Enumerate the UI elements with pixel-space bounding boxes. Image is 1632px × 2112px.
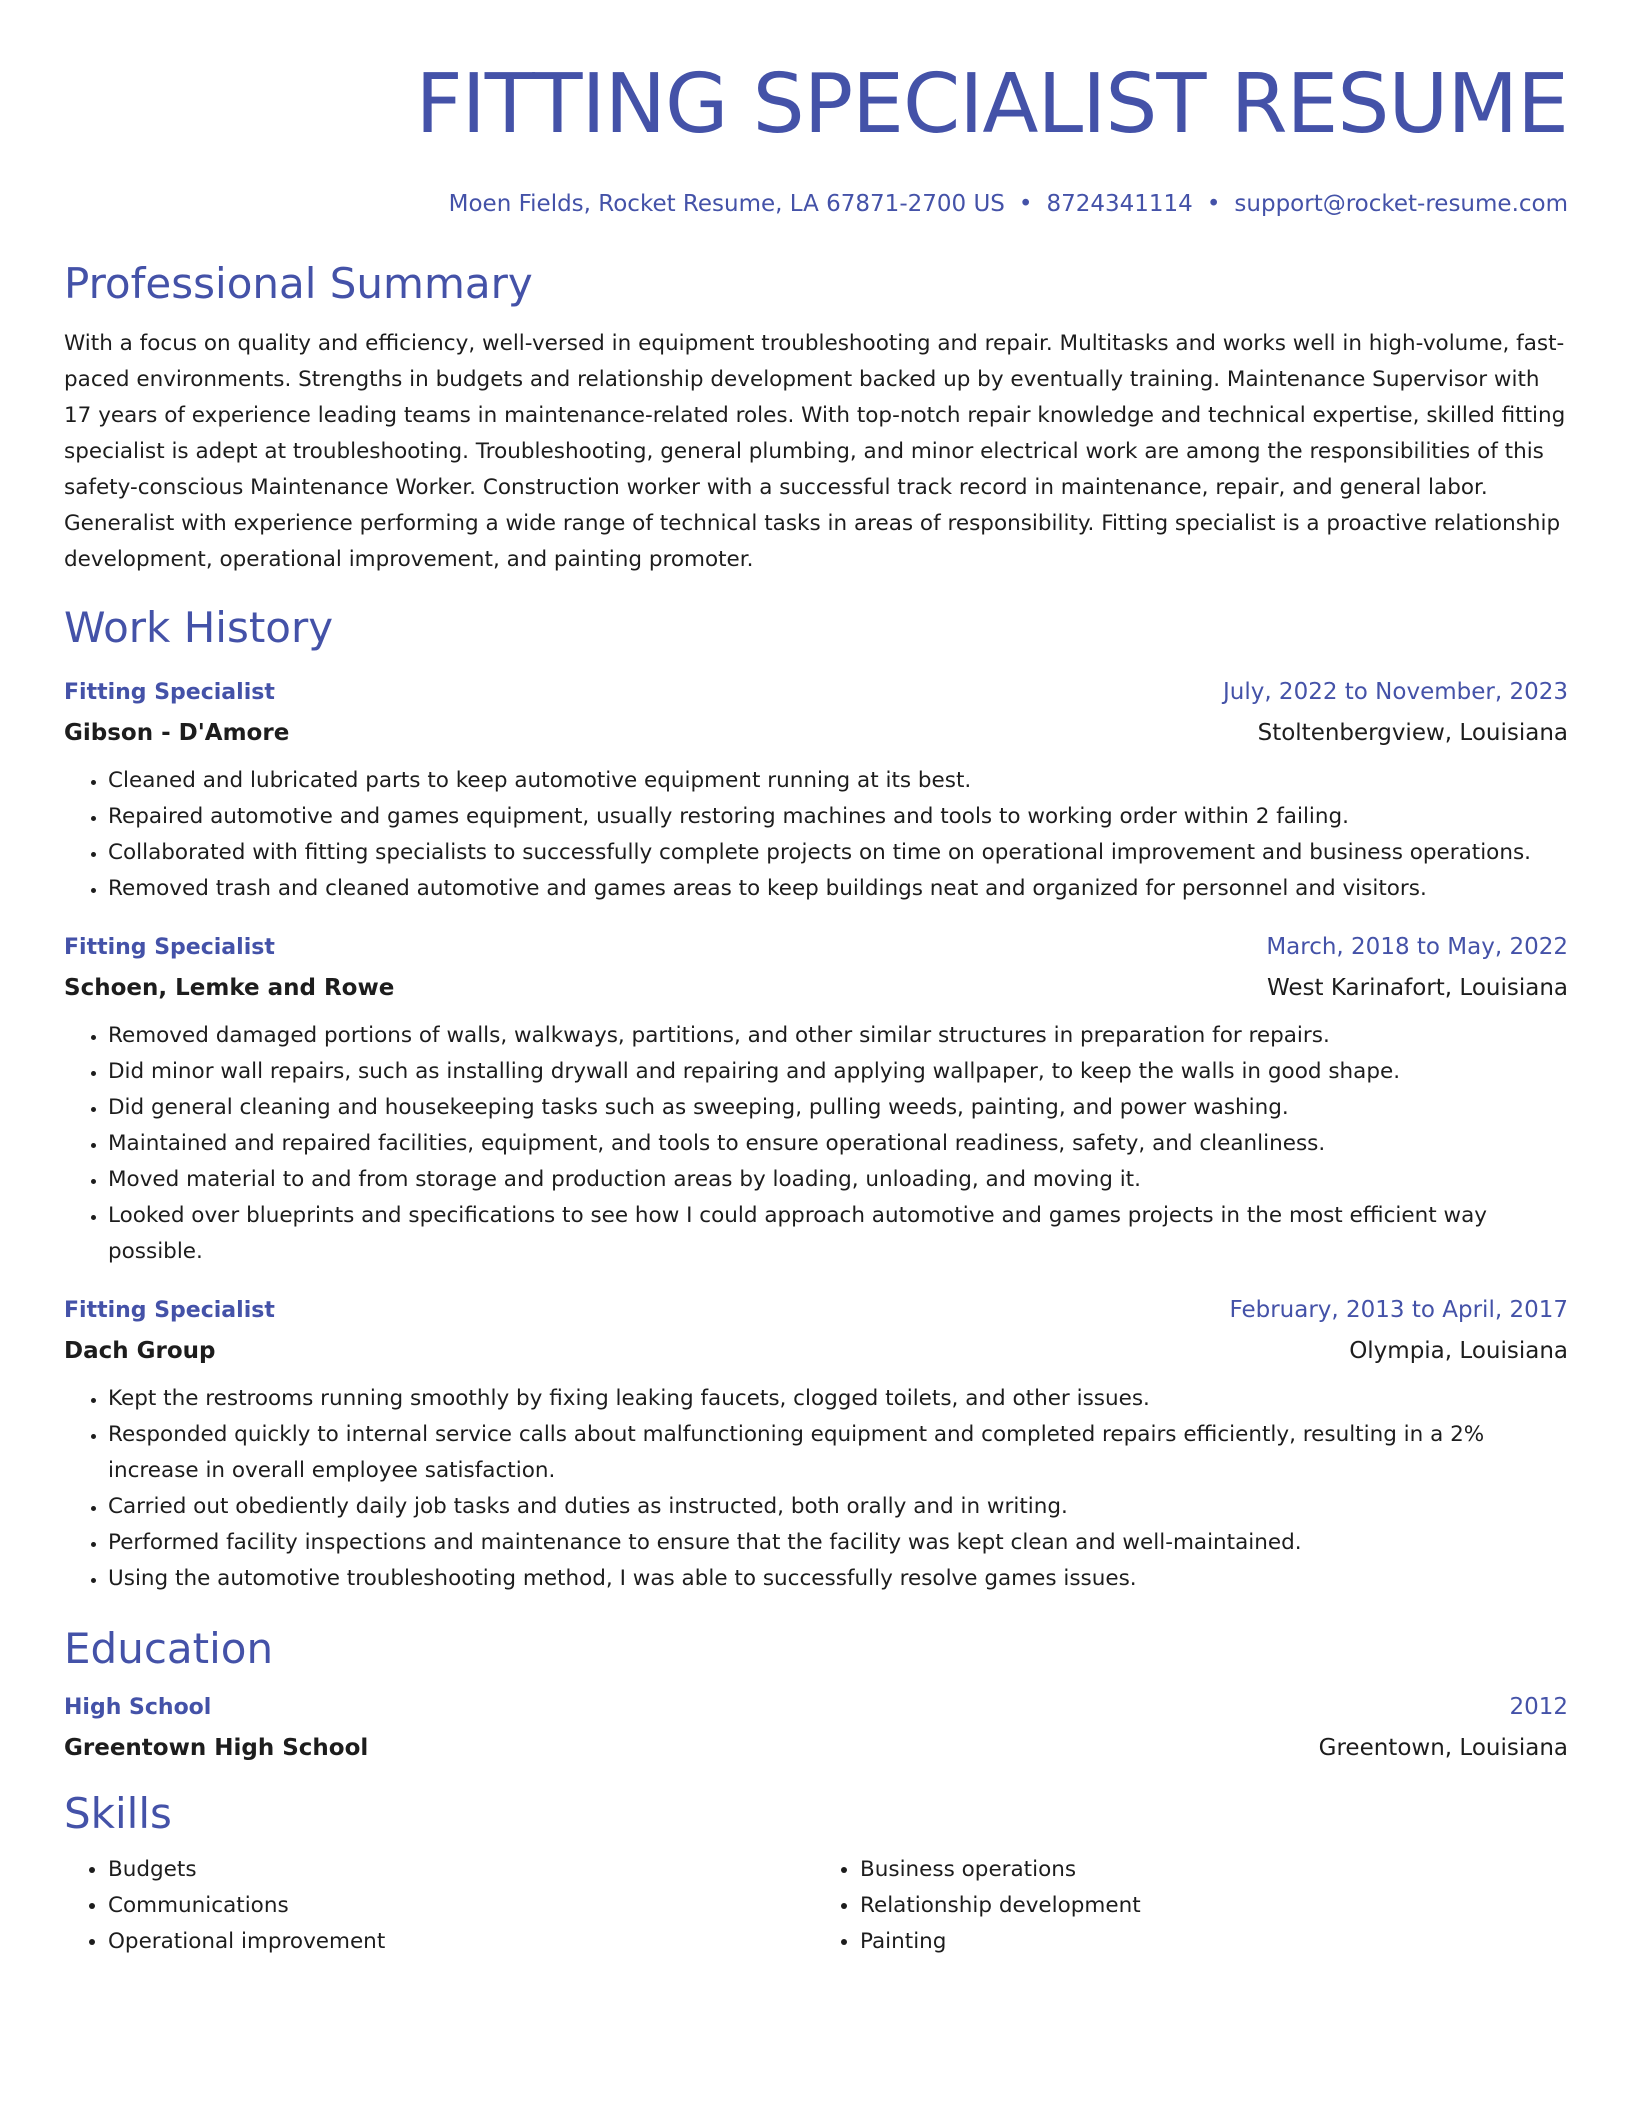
- skills-list: [64, 1852, 1568, 1960]
- education-entry: [64, 1687, 1568, 1768]
- job-bullet: • Moved material to and from storage and production areas by loading, unloading, and moving it.: [108, 1162, 1568, 1198]
- job-bullet: • Collaborated with fitting specialists to successfully complete projects on time on operational improvement and business operations.: [108, 835, 1568, 871]
- job-bullet: • Removed damaged portions of walls, walkways, partitions, and other similar structures in preparation for repairs.: [108, 1018, 1568, 1054]
- skill-item: • Business operations: [860, 1852, 1568, 1888]
- job-bullet: • Did minor wall repairs, such as installing drywall and repairing and applying wallpaper, to keep the walls in good shape.: [108, 1054, 1568, 1090]
- contact-address: Moen Fields, Rocket Resume, LA 67871-2700 US: [448, 191, 1005, 217]
- contact-separator: •: [1206, 191, 1221, 217]
- skill-item: • Painting: [860, 1924, 1568, 1960]
- job-entry: [64, 927, 1568, 1270]
- job-bullet: • Using the automotive troubleshooting method, I was able to successfully resolve games issues.: [108, 1561, 1568, 1597]
- job-bullets: [64, 1381, 1568, 1597]
- job-location: West Karinafort, Louisiana: [1267, 975, 1568, 1001]
- job-bullet: • Cleaned and lubricated parts to keep automotive equipment running at its best.: [108, 763, 1568, 799]
- job-location: Stoltenbergview, Louisiana: [1257, 720, 1568, 746]
- resume-title: FITTING SPECIALIST RESUME: [415, 57, 1568, 152]
- skills-column-left: [64, 1852, 816, 1960]
- skill-item: • Relationship development: [860, 1888, 1568, 1924]
- skill-item: • Budgets: [108, 1852, 816, 1888]
- education-heading: Education: [64, 1624, 274, 1673]
- job-location: Olympia, Louisiana: [1349, 1338, 1568, 1364]
- contact-phone: 8724341114: [1046, 191, 1193, 217]
- job-entry: [64, 672, 1568, 907]
- summary-text: With a focus on quality and efficiency, well-versed in equipment troubleshooting and repair. Multitasks and works well in high-volume, fast-paced environments. Strengths in budgets and relationship development backed up by eventually training. Maintenance Supervisor with 17 years of experience leading teams in maintenance-related roles. With top-notch repair knowledge and technical expertise, skilled fitting specialist is adept at troubleshooting. Troubleshooting, general plumbing, and minor electrical work are among the responsibilities of this safety-conscious Maintenance Worker. Construction worker with a successful track record in maintenance, repair, and general labor. Generalist with experience performing a wide range of technical tasks in areas of responsibility. Fitting specialist is a proactive relationship development, operational improvement, and painting promoter.: [64, 331, 1566, 572]
- contact-separator: •: [1018, 191, 1033, 217]
- job-bullet: • Repaired automotive and games equipment, usually restoring machines and tools to working order within 2 failing.: [108, 799, 1568, 835]
- job-dates: March, 2018 to May, 2022: [1266, 934, 1568, 960]
- job-dates: February, 2013 to April, 2017: [1229, 1297, 1568, 1323]
- work-history-heading: Work History: [64, 603, 334, 652]
- job-bullet: • Removed trash and cleaned automotive and games areas to keep buildings neat and organized for personnel and visitors.: [108, 871, 1568, 907]
- job-role: Fitting Specialist: [64, 1298, 275, 1323]
- job-bullet: • Carried out obediently daily job tasks and duties as instructed, both orally and in writing.: [108, 1489, 1568, 1525]
- skills-heading: Skills: [64, 1789, 172, 1838]
- skill-item: • Operational improvement: [108, 1924, 816, 1960]
- job-bullet: • Did general cleaning and housekeeping tasks such as sweeping, pulling weeds, painting, and power washing.: [108, 1090, 1568, 1126]
- job-entry: [64, 1290, 1568, 1597]
- education-degree: High School: [64, 1695, 212, 1720]
- job-bullet: • Kept the restrooms running smoothly by fixing leaking faucets, clogged toilets, and other issues.: [108, 1381, 1568, 1417]
- skill-item: • Communications: [108, 1888, 816, 1924]
- job-dates: July, 2022 to November, 2023: [1222, 679, 1568, 705]
- job-bullets: [64, 1018, 1568, 1270]
- job-bullet: • Looked over blueprints and specifications to see how I could approach automotive and games projects in the most efficient way possible.: [108, 1198, 1568, 1270]
- contact-line: [64, 188, 1568, 220]
- job-bullet: • Performed facility inspections and maintenance to ensure that the facility was kept clean and well-maintained.: [108, 1525, 1568, 1561]
- job-bullets: [64, 763, 1568, 907]
- education-year: 2012: [1509, 1694, 1568, 1720]
- contact-email: support@rocket-resume.com: [1234, 191, 1568, 217]
- job-role: Fitting Specialist: [64, 935, 275, 960]
- job-role: Fitting Specialist: [64, 680, 275, 705]
- job-bullet: • Responded quickly to internal service calls about malfunctioning equipment and completed repairs efficiently, resulting in a 2% increase in overall employee satisfaction.: [108, 1417, 1568, 1489]
- job-company: Dach Group: [64, 1338, 216, 1364]
- education-school: Greentown High School: [64, 1735, 369, 1761]
- skills-column-right: [816, 1852, 1568, 1960]
- job-company: Schoen, Lemke and Rowe: [64, 975, 395, 1001]
- education-location: Greentown, Louisiana: [1318, 1735, 1568, 1761]
- job-company: Gibson - D'Amore: [64, 720, 290, 746]
- summary-heading: Professional Summary: [64, 259, 533, 308]
- job-bullet: • Maintained and repaired facilities, equipment, and tools to ensure operational readiness, safety, and cleanliness.: [108, 1126, 1568, 1162]
